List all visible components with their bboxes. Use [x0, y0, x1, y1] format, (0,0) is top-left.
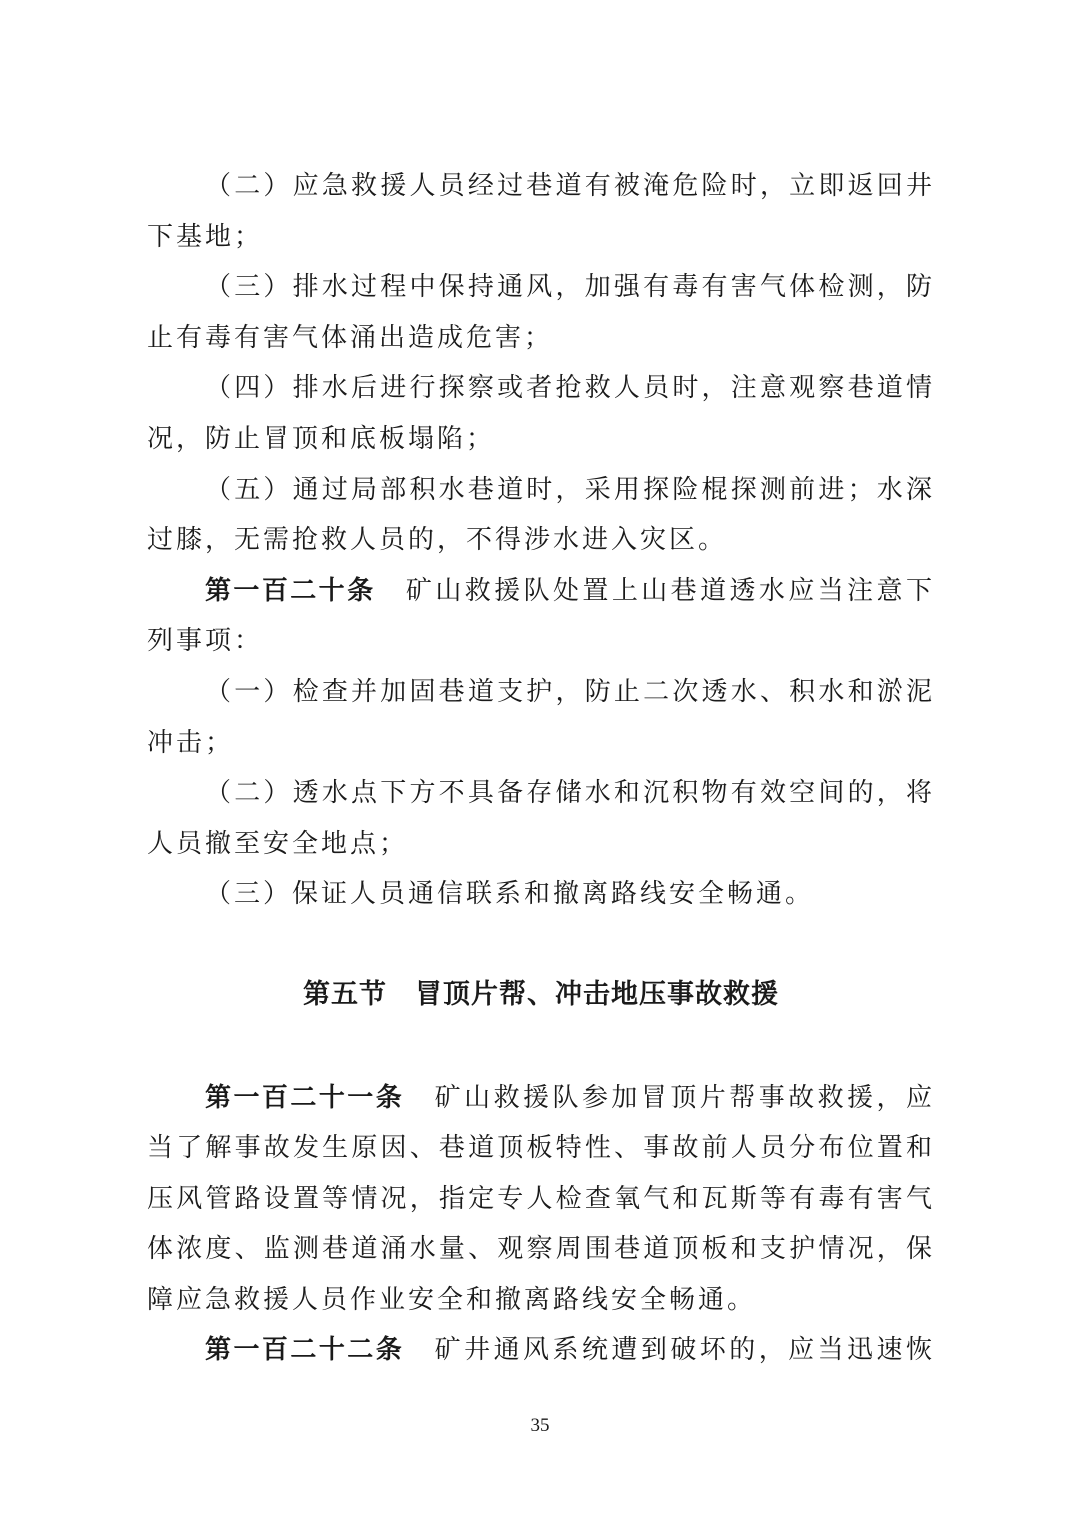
paragraph-line: （三）排水过程中保持通风，加强有毒有害气体检测，防: [205, 272, 935, 303]
section-heading: 第五节 冒顶片帮、冲击地压事故救援: [303, 978, 779, 1010]
paragraph-line: （一）检查并加固巷道支护，防止二次透水、积水和淤泥: [205, 676, 935, 707]
article-121-line: 压风管路设置等情况，指定专人检查氧气和瓦斯等有毒有害气: [147, 1183, 935, 1214]
paragraph-line: 下基地；: [147, 221, 264, 252]
article-121-line: 体浓度、监测巷道涌水量、观察周围巷道顶板和支护情况，保: [147, 1234, 935, 1265]
article-121-line: 第一百二十一条 矿山救援队参加冒顶片帮事故救援，应: [205, 1082, 935, 1113]
paragraph-line: 止有毒有害气体涌出造成危害；: [147, 322, 554, 353]
paragraph-line: （二）应急救援人员经过巷道有被淹危险时，立即返回井: [205, 171, 935, 201]
article-122-title: 第一百二十二条: [205, 1335, 405, 1366]
paragraph-line: 过膝，无需抢救人员的，不得涉水进入灾区。: [147, 525, 728, 556]
article-121-title: 第一百二十一条: [205, 1082, 405, 1113]
article-120-line: 列事项：: [147, 626, 264, 657]
article-120-title: 第一百二十条: [205, 575, 376, 606]
paragraph-line: （四）排水后进行探察或者抢救人员时，注意观察巷道情: [205, 373, 935, 404]
article-122-line: 第一百二十二条 矿井通风系统遭到破坏的，应当迅速恢: [205, 1335, 935, 1366]
article-121-line: 障应急救援人员作业安全和撤离路线安全畅通。: [147, 1284, 757, 1315]
paragraph-line: （五）通过局部积水巷道时，采用探险棍探测前进；水深: [205, 474, 935, 505]
paragraph-line: 况，防止冒顶和底板塌陷；: [147, 423, 496, 454]
page-number: 35: [530, 1415, 550, 1436]
paragraph-line: （三）保证人员通信联系和撤离路线安全畅通。: [205, 879, 815, 910]
paragraph-line: 冲击；: [147, 727, 235, 758]
article-121-line: 当了解事故发生原因、巷道顶板特性、事故前人员分布位置和: [147, 1133, 935, 1164]
paragraph-line: （二）透水点下方不具备存储水和沉积物有效空间的，将: [205, 778, 935, 809]
document-body: [147, 165, 935, 1380]
article-120-line: 第一百二十条 矿山救援队处置上山巷道透水应当注意下: [205, 575, 935, 606]
paragraph-line: 人员撤至安全地点；: [147, 828, 409, 859]
